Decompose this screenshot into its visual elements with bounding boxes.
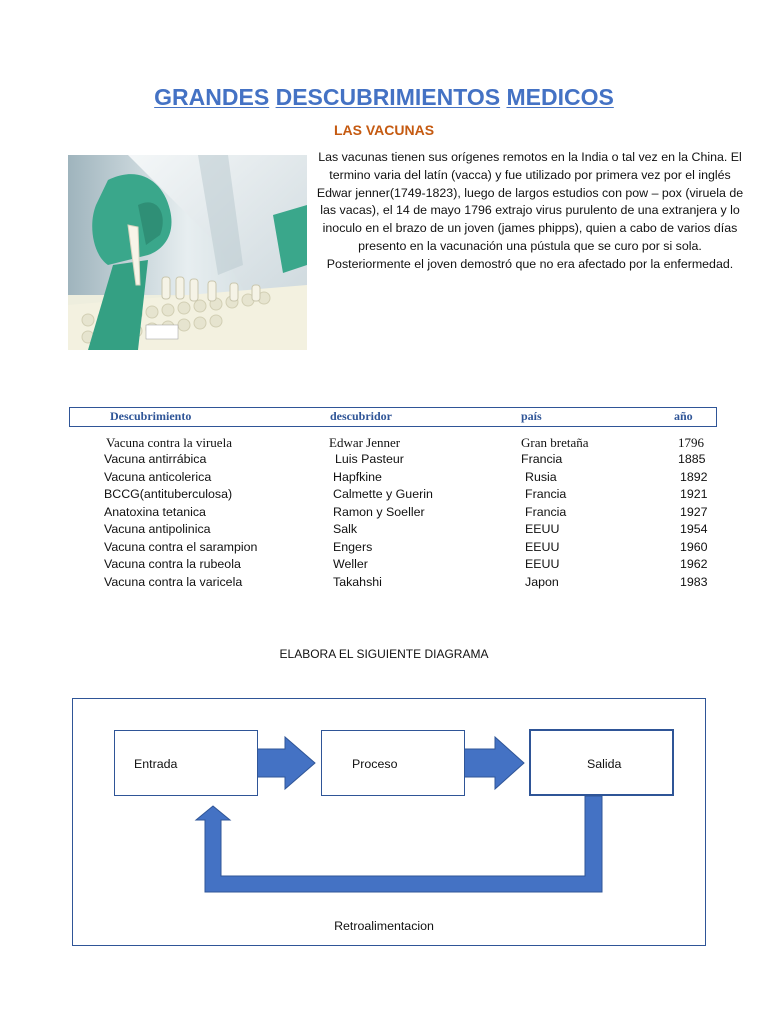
table-row-5-discovery: Anatoxina tetanica bbox=[104, 505, 206, 519]
table-row-9-discovery: Vacuna contra la varicela bbox=[104, 575, 243, 589]
table-row-3-discoverer: Hapfkine bbox=[333, 470, 382, 484]
table-row-7-year: 1960 bbox=[680, 540, 708, 554]
table-row-7-country: EEUU bbox=[525, 540, 560, 554]
table-row-1-country: Gran bretaña bbox=[521, 435, 589, 450]
table-row-6-discoverer: Salk bbox=[333, 522, 358, 536]
entrada-box bbox=[114, 730, 258, 796]
feedback-loop-arrow bbox=[196, 796, 602, 892]
salida-box bbox=[529, 729, 674, 796]
table-row-8-year: 1962 bbox=[680, 557, 708, 571]
table-row-2-country: Francia bbox=[521, 452, 563, 466]
table-row-2-discovery: Vacuna antirrábica bbox=[104, 452, 207, 466]
table-row-4-discovery: BCCG(antituberculosa) bbox=[104, 487, 233, 501]
entrada-label: Entrada bbox=[134, 757, 178, 771]
table-row-9-country: Japon bbox=[525, 575, 559, 589]
title-word-2: DESCUBRIMIENTOS bbox=[275, 84, 501, 110]
table-row-6-discovery: Vacuna antipolinica bbox=[104, 522, 211, 536]
table-row-9-year: 1983 bbox=[680, 575, 708, 589]
table-row-8-country: EEUU bbox=[525, 557, 560, 571]
proceso-label: Proceso bbox=[352, 757, 398, 771]
table-row-1-discovery: Vacuna contra la viruela bbox=[106, 435, 232, 450]
table-row-5-year: 1927 bbox=[680, 505, 708, 519]
arrow-entrada-proceso bbox=[257, 737, 315, 789]
table-row-6-country: EEUU bbox=[525, 522, 560, 536]
table-row-2-year: 1885 bbox=[678, 452, 706, 466]
header-descubridor: descubridor bbox=[330, 409, 393, 423]
table-row-4-discoverer: Calmette y Guerin bbox=[333, 487, 433, 501]
page-subtitle: LAS VACUNAS bbox=[333, 122, 435, 138]
table-row-6-year: 1954 bbox=[680, 522, 708, 536]
table-row-5-country: Francia bbox=[525, 505, 567, 519]
header-ano: año bbox=[674, 409, 693, 423]
diagram-instruction: ELABORA EL SIGUIENTE DIAGRAMA bbox=[279, 647, 489, 661]
table-row-5-discoverer: Ramon y Soeller bbox=[333, 505, 425, 519]
proceso-box bbox=[321, 730, 465, 796]
header-pais: país bbox=[521, 409, 542, 423]
table-row-3-year: 1892 bbox=[680, 470, 708, 484]
table-row-4-year: 1921 bbox=[680, 487, 708, 501]
table-row-7-discovery: Vacuna contra el sarampion bbox=[104, 540, 258, 554]
header-descubrimiento: Descubrimiento bbox=[110, 409, 192, 423]
feedback-label: Retroalimentacion bbox=[334, 919, 434, 933]
table-row-7-discoverer: Engers bbox=[333, 540, 373, 554]
table-row-8-discovery: Vacuna contra la rubeola bbox=[104, 557, 241, 571]
table-row-3-discovery: Vacuna anticolerica bbox=[104, 470, 212, 484]
table-row-1-year: 1796 bbox=[678, 435, 704, 450]
table-row-8-discoverer: Weller bbox=[333, 557, 368, 571]
table-row-4-country: Francia bbox=[525, 487, 567, 501]
table-row-9-discoverer: Takahshi bbox=[333, 575, 382, 589]
title-word-3: MEDICOS bbox=[506, 84, 614, 110]
intro-paragraph: Las vacunas tienen sus orígenes remotos en la India o tal vez en la China. El termino varia del latín (vacca) y fue utilizado por primera vez por el inglés Edwar jenner(1749-1823), luego de largos estudios con pow – pox (viruela de las vacas), el 14 de mayo 1796 extrajo virus purulento de una extranjera y lo inoculo en el brazo de un joven (james phipps), quien a cabo de varios días presento en la vacunación una pústula que se curo por si sola. Posteriormente el joven demostró que no era afectado por la enfermedad. bbox=[316, 150, 744, 271]
table-row-1-discoverer: Edwar Jenner bbox=[329, 435, 401, 450]
salida-label: Salida bbox=[587, 757, 622, 771]
title-word-1: GRANDES bbox=[154, 84, 270, 110]
table-row-3-country: Rusia bbox=[525, 470, 557, 484]
table-row-2-discoverer: Luis Pasteur bbox=[335, 452, 404, 466]
arrow-proceso-salida bbox=[464, 737, 524, 789]
